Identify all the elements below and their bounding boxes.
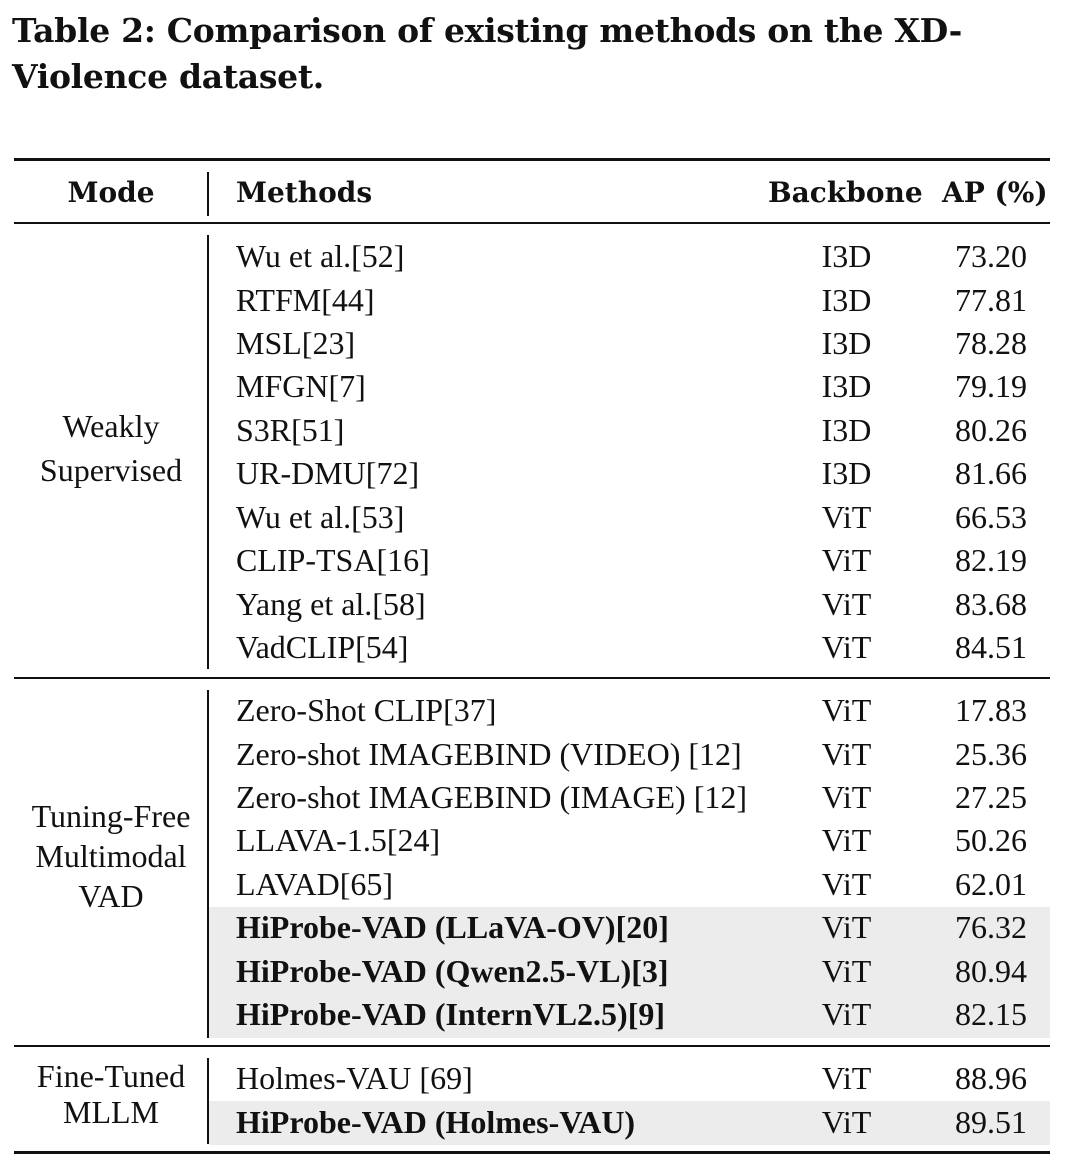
mode-line: Multimodal [35,838,187,874]
method-cell: MSL[23] [236,325,356,361]
ap-cell: 79.19 [955,368,1027,404]
backbone-cell: ViT [821,736,872,772]
backbone-cell: ViT [821,996,872,1032]
mode-line: Weakly [62,408,160,444]
ap-cell: 82.19 [955,542,1027,578]
ap-cell: 25.36 [955,736,1027,772]
header-mode: Mode [67,176,155,209]
method-cell: Yang et al.[58] [236,586,426,622]
mode-tuning-free [14,796,208,916]
backbone-cell: I3D [821,238,872,274]
ap-cell: 76.32 [955,909,1027,945]
backbone-cell: ViT [821,953,872,989]
ap-cell: 50.26 [955,822,1027,858]
backbone-cell: ViT [821,586,872,622]
backbone-cell: I3D [821,325,872,361]
table-caption: Table 2: Comparison of existing methods on the XD-Violence dataset. [12,11,963,96]
ap-cell: 66.53 [955,499,1027,535]
backbone-cell: ViT [821,629,872,665]
backbone-cell: ViT [821,692,872,728]
method-cell: MFGN[7] [236,368,366,404]
method-cell: Holmes-VAU [69] [236,1060,473,1096]
header-backbone: Backbone [768,176,923,209]
method-cell: RTFM[44] [236,282,375,318]
method-cell: S3R[51] [236,412,345,448]
ap-cell: 82.15 [955,996,1027,1032]
header-ap: AP (%) [942,176,1048,209]
backbone-cell: I3D [821,368,872,404]
mode-line: Fine-Tuned [36,1058,186,1094]
method-cell: HiProbe-VAD (Qwen2.5-VL)[3] [236,953,669,989]
backbone-cell: I3D [821,412,872,448]
header-methods: Methods [236,176,373,209]
ap-cell: 78.28 [955,325,1027,361]
method-cell: HiProbe-VAD (Holmes-VAU) [236,1104,636,1140]
top-rule [14,158,1050,161]
bottom-rule [14,1151,1050,1154]
method-cell: Wu et al.[52] [236,238,405,274]
method-cell: UR-DMU[72] [236,455,420,491]
backbone-cell: ViT [821,499,872,535]
group-divider [14,677,1050,679]
ap-cell: 89.51 [955,1104,1027,1140]
ap-cell: 77.81 [955,282,1027,318]
method-cell: LAVAD[65] [236,866,394,902]
mode-weakly-supervised [14,404,208,492]
method-cell: Zero-shot IMAGEBIND (VIDEO) [12] [236,736,742,772]
backbone-cell: ViT [821,542,872,578]
backbone-cell: ViT [821,1104,872,1140]
backbone-cell: ViT [821,822,872,858]
method-cell: HiProbe-VAD (InternVL2.5)[9] [236,996,665,1032]
mode-fine-tuned [14,1058,208,1130]
ap-cell: 88.96 [955,1060,1027,1096]
ap-cell: 84.51 [955,629,1027,665]
ap-cell: 17.83 [955,692,1027,728]
method-cell: Zero-Shot CLIP[37] [236,692,497,728]
method-cell: VadCLIP[54] [236,629,409,665]
backbone-cell: ViT [821,779,872,815]
ap-cell: 80.26 [955,412,1027,448]
header-rule [14,222,1050,224]
ap-cell: 27.25 [955,779,1027,815]
mode-line: VAD [78,878,144,914]
method-cell: CLIP-TSA[16] [236,542,430,578]
ap-cell: 81.66 [955,455,1027,491]
ap-cell: 73.20 [955,238,1027,274]
backbone-cell: I3D [821,282,872,318]
mode-line: Supervised [39,452,183,488]
mode-line: Tuning-Free [31,798,191,834]
method-cell: HiProbe-VAD (LLaVA-OV)[20] [236,909,669,945]
method-cell: Wu et al.[53] [236,499,405,535]
backbone-cell: ViT [821,909,872,945]
backbone-cell: ViT [821,1060,872,1096]
backbone-cell: ViT [821,866,872,902]
group-divider [14,1045,1050,1047]
ap-cell: 80.94 [955,953,1027,989]
ap-cell: 62.01 [955,866,1027,902]
method-cell: LLAVA-1.5[24] [236,822,441,858]
method-cell: Zero-shot IMAGEBIND (IMAGE) [12] [236,779,747,815]
ap-cell: 83.68 [955,586,1027,622]
backbone-cell: I3D [821,455,872,491]
mode-line: MLLM [63,1094,159,1130]
